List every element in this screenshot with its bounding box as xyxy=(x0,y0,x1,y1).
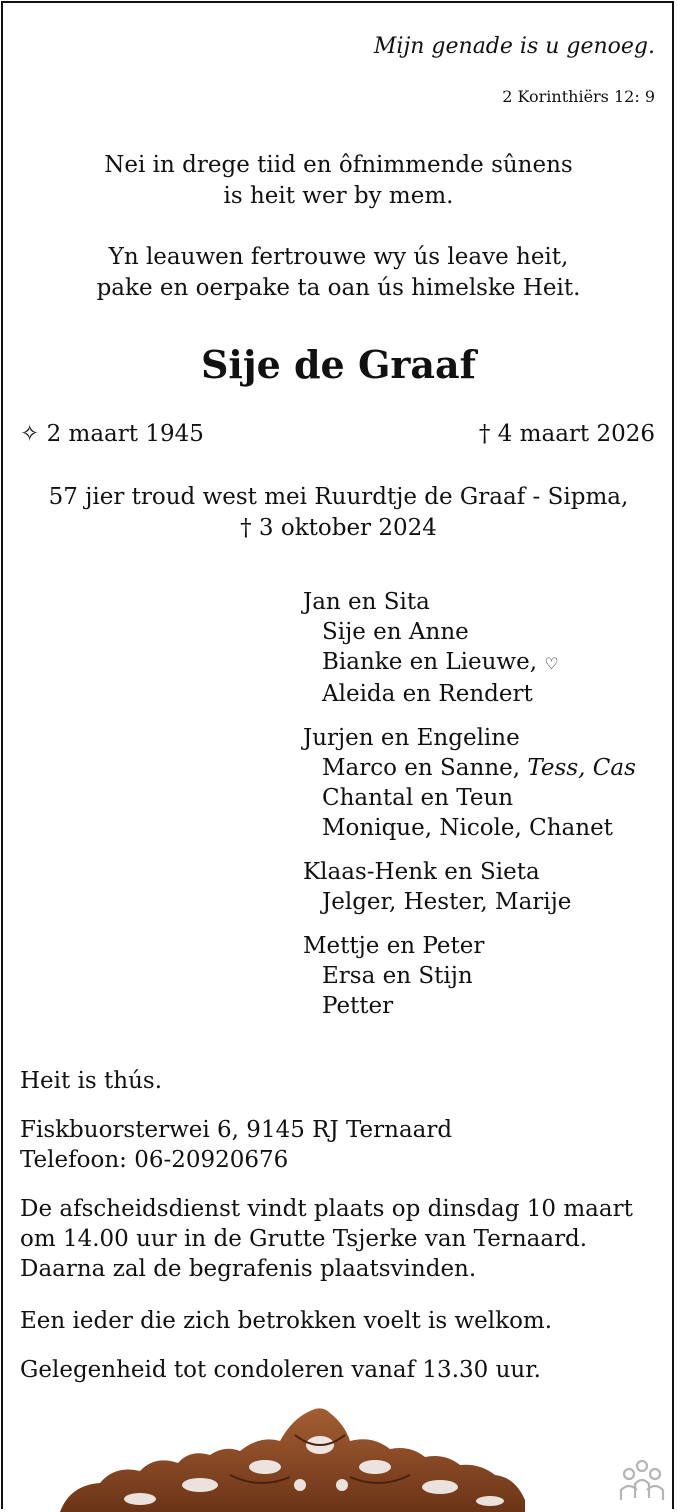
family-child: Ersa en Stijn xyxy=(322,963,473,989)
service-line: De afscheidsdienst vindt plaats op dinsdag 10 maart xyxy=(20,1196,633,1222)
service-info xyxy=(20,1194,650,1284)
family-child: Aleida en Rendert xyxy=(322,681,533,707)
death-date-text: 4 maart 2026 xyxy=(497,421,655,447)
intro-paragraph-2 xyxy=(0,242,677,304)
address-block xyxy=(20,1115,650,1175)
family-parents: Jan en Sita xyxy=(303,589,430,615)
cross-icon: † xyxy=(478,421,491,447)
birth-date xyxy=(20,421,204,447)
people-group-icon xyxy=(617,1458,667,1502)
family-child: Chantal en Teun xyxy=(322,785,514,811)
family-parents: Mettje en Peter xyxy=(303,933,485,959)
marriage-line: 57 jier troud west mei Ruurdtje de Graaf - Sipma, xyxy=(48,484,629,510)
marriage-info xyxy=(0,482,677,544)
spouse-death-line: † 3 oktober 2024 xyxy=(240,515,437,541)
great-grandchildren: Tess, Cas xyxy=(527,755,636,781)
family-child: Monique, Nicole, Chanet xyxy=(322,815,613,841)
scripture-quote: Mijn genade is u genoeg. xyxy=(373,34,655,59)
intro-line: is heit wer by mem. xyxy=(223,183,454,209)
family-child xyxy=(303,753,636,783)
death-date xyxy=(479,421,655,447)
family-group xyxy=(303,587,636,709)
family-child-text: Bianke en Lieuwe, xyxy=(322,649,538,675)
family-group xyxy=(303,931,636,1021)
scripture-reference: 2 Korinthiërs 12: 9 xyxy=(502,87,655,106)
intro-line: Nei in drege tiid en ôfnimmende sûnens xyxy=(104,152,573,178)
family-child-text: Marco en Sanne, xyxy=(322,755,521,781)
heart-icon: ♡ xyxy=(544,654,559,673)
birth-date-text: 2 maart 1945 xyxy=(46,421,204,447)
address: Fiskbuorsterwei 6, 9145 RJ Ternaard xyxy=(20,1117,453,1143)
family-parents: Klaas-Henk en Sieta xyxy=(303,859,540,885)
family-child xyxy=(303,647,636,679)
intro-line: pake en oerpake ta oan ús himelske Heit. xyxy=(96,275,581,301)
service-line: Daarna zal de begrafenis plaatsvinden. xyxy=(20,1256,477,1282)
deceased-name: Sije de Graaf xyxy=(200,342,477,387)
carved-wood-ornament xyxy=(60,1405,525,1512)
star-icon: ✧ xyxy=(20,421,40,447)
phone: Telefoon: 06-20920676 xyxy=(20,1147,289,1173)
family-child: Petter xyxy=(322,993,394,1019)
condolence-note: Gelegenheid tot condoleren vanaf 13.30 uur. xyxy=(20,1357,541,1383)
home-note: Heit is thús. xyxy=(20,1068,163,1094)
family-group xyxy=(303,723,636,843)
family-group xyxy=(303,857,636,917)
intro-line: Yn leauwen fertrouwe wy ús leave heit, xyxy=(108,244,569,270)
family-parents: Jurjen en Engeline xyxy=(303,725,520,751)
family-child: Sije en Anne xyxy=(322,619,469,645)
service-line: om 14.00 uur in de Grutte Tsjerke van Ternaard. xyxy=(20,1226,588,1252)
family-list xyxy=(303,587,636,1035)
intro-paragraph-1 xyxy=(0,150,677,212)
family-child: Jelger, Hester, Marije xyxy=(322,889,572,915)
welcome-note: Een ieder die zich betrokken voelt is welkom. xyxy=(20,1308,553,1334)
